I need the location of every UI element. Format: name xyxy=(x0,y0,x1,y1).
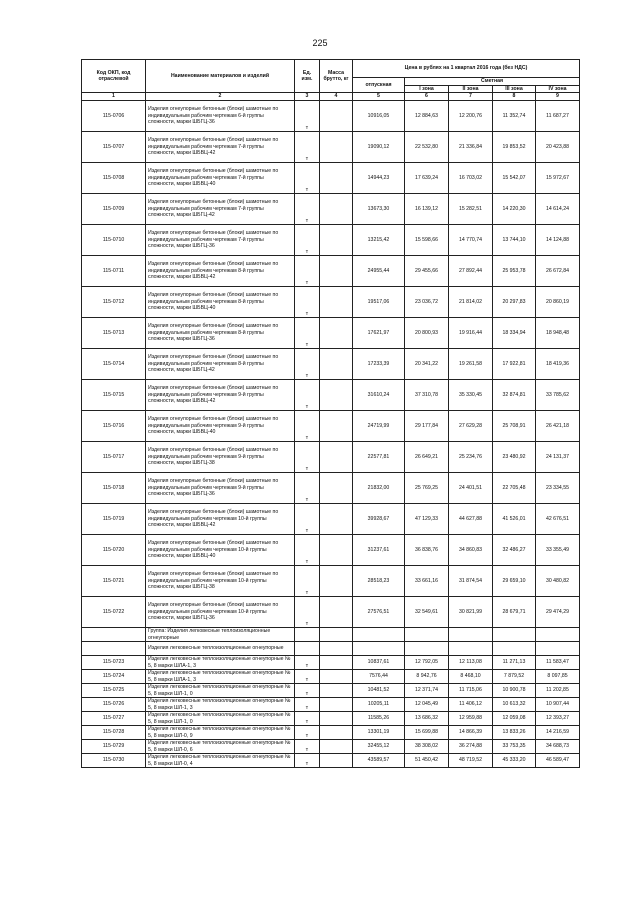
cell-code: 115-0711 xyxy=(82,256,146,287)
cell-release-price: 31237,61 xyxy=(353,535,405,566)
header-release-price: отпускная xyxy=(353,78,405,93)
cell-code: 115-0729 xyxy=(82,740,146,754)
cell-code: 115-0710 xyxy=(82,225,146,256)
cell-zone-4: 11 687,27 xyxy=(536,101,580,132)
cell-code: 115-0726 xyxy=(82,698,146,712)
cell-zone-1: 29 177,84 xyxy=(405,411,449,442)
cell-zone-2: 34 860,83 xyxy=(449,535,493,566)
cell-zone-1: 12 371,74 xyxy=(405,684,449,698)
cell-mass xyxy=(320,597,353,628)
cell-name: Изделия легковесные теплоизоляционные огнеупорные № 5, 8 марки ШЛ-0, 6 xyxy=(146,740,295,754)
table-row xyxy=(82,287,580,318)
empty-cell xyxy=(536,628,580,642)
cell-name: Изделия огнеупорные бетонные (блоки) шамотные по индивидуальным рабочим чертежам 6-й группы сложности, марки ШБГЦ-36 xyxy=(146,101,295,132)
cell-zone-2: 12 113,08 xyxy=(449,656,493,670)
cell-name: Изделия огнеупорные бетонные (блоки) шамотные по индивидуальным рабочим чертежам 7-й группы сложности, марки ШБВЦ-42 xyxy=(146,132,295,163)
cell-name: Изделия легковесные теплоизоляционные огнеупорные № 5, 8 марки ШЛ-0, 4 xyxy=(146,754,295,768)
cell-zone-3: 29 659,10 xyxy=(493,566,536,597)
table-row xyxy=(82,712,580,726)
header-zone-2: II зона xyxy=(449,85,493,93)
cell-code: 115-0728 xyxy=(82,726,146,740)
column-number: 8 xyxy=(493,93,536,101)
cell-unit: т xyxy=(295,754,320,768)
cell-name: Изделия легковесные теплоизоляционные огнеупорные № 5, 8 марки ШЛ-0, 9 xyxy=(146,726,295,740)
cell-zone-1: 38 308,02 xyxy=(405,740,449,754)
cell-mass xyxy=(320,684,353,698)
cell-name: Изделия огнеупорные бетонные (блоки) шамотные по индивидуальным рабочим чертежам 9-й группы сложности, марки ШБВЦ-42 xyxy=(146,380,295,411)
cell-mass xyxy=(320,287,353,318)
cell-mass xyxy=(320,656,353,670)
cell-zone-4: 29 474,29 xyxy=(536,597,580,628)
cell-unit: т xyxy=(295,225,320,256)
cell-zone-3: 11 271,13 xyxy=(493,656,536,670)
cell-name: Изделия огнеупорные бетонные (блоки) шамотные по индивидуальным рабочим чертежам 10-й группы сложности, марки ШБГЦ-36 xyxy=(146,597,295,628)
cell-code: 115-0714 xyxy=(82,349,146,380)
cell-release-price: 28518,23 xyxy=(353,566,405,597)
cell-release-price: 24719,99 xyxy=(353,411,405,442)
cell-zone-2: 14 770,74 xyxy=(449,225,493,256)
cell-mass xyxy=(320,225,353,256)
cell-zone-2: 14 866,39 xyxy=(449,726,493,740)
cell-zone-1: 26 649,21 xyxy=(405,442,449,473)
cell-zone-3: 10 613,32 xyxy=(493,698,536,712)
cell-zone-2: 12 200,76 xyxy=(449,101,493,132)
cell-code: 115-0724 xyxy=(82,670,146,684)
cell-release-price: 39928,67 xyxy=(353,504,405,535)
cell-name: Изделия легковесные теплоизоляционные огнеупорные № 5, 8 марки ШЛ-1, 0 xyxy=(146,684,295,698)
cell-zone-3: 32 874,81 xyxy=(493,380,536,411)
table-row xyxy=(82,380,580,411)
cell-zone-1: 25 769,25 xyxy=(405,473,449,504)
cell-unit: т xyxy=(295,256,320,287)
cell-code: 115-0720 xyxy=(82,535,146,566)
cell-mass xyxy=(320,256,353,287)
cell-mass xyxy=(320,535,353,566)
cell-zone-1: 23 036,72 xyxy=(405,287,449,318)
table-row xyxy=(82,566,580,597)
cell-release-price: 11585,26 xyxy=(353,712,405,726)
empty-cell xyxy=(320,628,353,642)
cell-mass xyxy=(320,726,353,740)
cell-zone-2: 19 916,44 xyxy=(449,318,493,349)
cell-name: Изделия огнеупорные бетонные (блоки) шамотные по индивидуальным рабочим чертежам 10-й группы сложности, марки ШБГЦ-38 xyxy=(146,566,295,597)
cell-zone-3: 10 900,78 xyxy=(493,684,536,698)
group-title: Группа: Изделия легковесные теплоизоляционные огнеупорные xyxy=(146,628,295,642)
cell-zone-4: 20 860,19 xyxy=(536,287,580,318)
cell-zone-4: 12 393,27 xyxy=(536,712,580,726)
cell-zone-2: 27 892,44 xyxy=(449,256,493,287)
page-number: 225 xyxy=(312,38,328,48)
table-row xyxy=(82,349,580,380)
cell-zone-1: 20 800,93 xyxy=(405,318,449,349)
cell-release-price: 7576,44 xyxy=(353,670,405,684)
header-price-group: Цена в рублях на 1 квартал 2016 года (без НДС) xyxy=(353,60,580,78)
table-row xyxy=(82,442,580,473)
table-row xyxy=(82,163,580,194)
table-row xyxy=(82,684,580,698)
cell-zone-3: 28 679,71 xyxy=(493,597,536,628)
cell-zone-1: 47 129,33 xyxy=(405,504,449,535)
group-title-row xyxy=(82,628,580,642)
table-row xyxy=(82,698,580,712)
empty-cell xyxy=(320,642,353,656)
cell-unit: т xyxy=(295,101,320,132)
cell-zone-3: 14 220,30 xyxy=(493,194,536,225)
cell-zone-1: 33 661,16 xyxy=(405,566,449,597)
cell-zone-1: 20 341,22 xyxy=(405,349,449,380)
cell-zone-2: 36 274,88 xyxy=(449,740,493,754)
cell-unit: т xyxy=(295,473,320,504)
cell-unit: т xyxy=(295,597,320,628)
header-mass: Масса брутто, кг xyxy=(320,60,353,93)
cell-mass xyxy=(320,740,353,754)
cell-zone-1: 12 792,05 xyxy=(405,656,449,670)
cell-zone-1: 15 598,66 xyxy=(405,225,449,256)
cell-zone-4: 18 419,36 xyxy=(536,349,580,380)
cell-zone-3: 33 753,35 xyxy=(493,740,536,754)
cell-code: 115-0718 xyxy=(82,473,146,504)
header-code: Код ОКП, код отраслевой xyxy=(82,60,146,93)
cell-unit: т xyxy=(295,504,320,535)
header-name: Наименование материалов и изделий xyxy=(146,60,295,93)
table-body xyxy=(82,101,580,768)
cell-code: 115-0706 xyxy=(82,101,146,132)
empty-cell xyxy=(82,628,146,642)
cell-zone-4: 46 589,47 xyxy=(536,754,580,768)
cell-mass xyxy=(320,411,353,442)
column-number: 6 xyxy=(405,93,449,101)
table-row xyxy=(82,535,580,566)
cell-zone-3: 17 922,81 xyxy=(493,349,536,380)
cell-zone-3: 7 879,52 xyxy=(493,670,536,684)
cell-mass xyxy=(320,349,353,380)
cell-release-price: 21832,00 xyxy=(353,473,405,504)
cell-zone-3: 18 334,94 xyxy=(493,318,536,349)
cell-unit: т xyxy=(295,535,320,566)
cell-zone-2: 8 468,10 xyxy=(449,670,493,684)
table-row xyxy=(82,225,580,256)
cell-release-price: 14944,23 xyxy=(353,163,405,194)
cell-zone-3: 19 853,52 xyxy=(493,132,536,163)
cell-code: 115-0709 xyxy=(82,194,146,225)
cell-unit: т xyxy=(295,726,320,740)
column-number: 4 xyxy=(320,93,353,101)
cell-mass xyxy=(320,473,353,504)
cell-zone-2: 11 715,06 xyxy=(449,684,493,698)
cell-code: 115-0717 xyxy=(82,442,146,473)
cell-zone-1: 12 884,63 xyxy=(405,101,449,132)
cell-unit: т xyxy=(295,670,320,684)
cell-zone-2: 11 406,12 xyxy=(449,698,493,712)
cell-zone-3: 13 833,26 xyxy=(493,726,536,740)
cell-zone-1: 16 139,12 xyxy=(405,194,449,225)
cell-code: 115-0716 xyxy=(82,411,146,442)
cell-zone-2: 31 874,54 xyxy=(449,566,493,597)
cell-zone-4: 20 423,88 xyxy=(536,132,580,163)
empty-cell xyxy=(353,628,405,642)
header-zone-3: III зона xyxy=(493,85,536,93)
table-row xyxy=(82,101,580,132)
cell-code: 115-0719 xyxy=(82,504,146,535)
cell-unit: т xyxy=(295,684,320,698)
cell-zone-4: 11 202,85 xyxy=(536,684,580,698)
cell-name: Изделия огнеупорные бетонные (блоки) шамотные по индивидуальным рабочим чертежам 8-й группы сложности, марки ШБВЦ-42 xyxy=(146,256,295,287)
cell-unit: т xyxy=(295,194,320,225)
cell-name: Изделия легковесные теплоизоляционные огнеупорные № 5, 8 марки ШЛ-1, 3 xyxy=(146,698,295,712)
cell-zone-4: 14 216,59 xyxy=(536,726,580,740)
cell-release-price: 10837,61 xyxy=(353,656,405,670)
cell-release-price: 43589,57 xyxy=(353,754,405,768)
cell-release-price: 24955,44 xyxy=(353,256,405,287)
cell-code: 115-0712 xyxy=(82,287,146,318)
empty-cell xyxy=(449,628,493,642)
cell-zone-3: 45 333,20 xyxy=(493,754,536,768)
cell-zone-1: 15 699,88 xyxy=(405,726,449,740)
empty-cell xyxy=(493,642,536,656)
cell-code: 115-0715 xyxy=(82,380,146,411)
table-row xyxy=(82,318,580,349)
cell-zone-4: 18 948,48 xyxy=(536,318,580,349)
cell-code: 115-0707 xyxy=(82,132,146,163)
cell-mass xyxy=(320,670,353,684)
cell-zone-3: 25 953,78 xyxy=(493,256,536,287)
cell-release-price: 13673,30 xyxy=(353,194,405,225)
cell-mass xyxy=(320,163,353,194)
cell-name: Изделия огнеупорные бетонные (блоки) шамотные по индивидуальным рабочим чертежам 7-й группы сложности, марки ШБВЦ-40 xyxy=(146,163,295,194)
empty-cell xyxy=(405,628,449,642)
cell-zone-4: 33 355,49 xyxy=(536,535,580,566)
cell-zone-3: 12 059,08 xyxy=(493,712,536,726)
cell-mass xyxy=(320,504,353,535)
column-number: 7 xyxy=(449,93,493,101)
table-row xyxy=(82,597,580,628)
cell-name: Изделия легковесные теплоизоляционные огнеупорные № 5, 8 марки ШЛА-1, 3 xyxy=(146,670,295,684)
cell-mass xyxy=(320,442,353,473)
cell-unit: т xyxy=(295,318,320,349)
cell-code: 115-0713 xyxy=(82,318,146,349)
table-row xyxy=(82,473,580,504)
table-row xyxy=(82,754,580,768)
cell-code: 115-0708 xyxy=(82,163,146,194)
cell-name: Изделия огнеупорные бетонные (блоки) шамотные по индивидуальным рабочим чертежам 7-й группы сложности, марки ШБГЦ-42 xyxy=(146,194,295,225)
cell-unit: т xyxy=(295,656,320,670)
table-row xyxy=(82,656,580,670)
cell-name: Изделия огнеупорные бетонные (блоки) шамотные по индивидуальным рабочим чертежам 8-й группы сложности, марки ШБВЦ-40 xyxy=(146,287,295,318)
cell-zone-1: 8 942,76 xyxy=(405,670,449,684)
cell-zone-3: 23 480,92 xyxy=(493,442,536,473)
column-number: 1 xyxy=(82,93,146,101)
cell-unit: т xyxy=(295,287,320,318)
table-row xyxy=(82,256,580,287)
cell-release-price: 32455,12 xyxy=(353,740,405,754)
cell-mass xyxy=(320,380,353,411)
cell-zone-4: 14 614,24 xyxy=(536,194,580,225)
empty-cell xyxy=(405,642,449,656)
cell-zone-4: 34 688,73 xyxy=(536,740,580,754)
cell-mass xyxy=(320,194,353,225)
cell-code: 115-0725 xyxy=(82,684,146,698)
cell-mass xyxy=(320,566,353,597)
cell-release-price: 10205,11 xyxy=(353,698,405,712)
cell-zone-1: 13 686,32 xyxy=(405,712,449,726)
table-row xyxy=(82,132,580,163)
cell-zone-1: 51 450,42 xyxy=(405,754,449,768)
cell-zone-3: 32 486,27 xyxy=(493,535,536,566)
cell-name: Изделия огнеупорные бетонные (блоки) шамотные по индивидуальным рабочим чертежам 9-й группы сложности, марки ШБГЦ-36 xyxy=(146,473,295,504)
cell-release-price: 19090,12 xyxy=(353,132,405,163)
cell-code: 115-0727 xyxy=(82,712,146,726)
cell-zone-3: 15 542,07 xyxy=(493,163,536,194)
cell-mass xyxy=(320,132,353,163)
column-number: 2 xyxy=(146,93,295,101)
cell-mass xyxy=(320,318,353,349)
cell-mass xyxy=(320,712,353,726)
column-number: 5 xyxy=(353,93,405,101)
cell-release-price: 22577,81 xyxy=(353,442,405,473)
header-zone-4: IV зона xyxy=(536,85,580,93)
price-table xyxy=(81,59,580,768)
cell-release-price: 17233,39 xyxy=(353,349,405,380)
cell-mass xyxy=(320,698,353,712)
table-row xyxy=(82,504,580,535)
empty-cell xyxy=(82,642,146,656)
cell-release-price: 13301,19 xyxy=(353,726,405,740)
cell-release-price: 10916,05 xyxy=(353,101,405,132)
cell-mass xyxy=(320,101,353,132)
cell-zone-1: 29 455,66 xyxy=(405,256,449,287)
cell-name: Изделия огнеупорные бетонные (блоки) шамотные по индивидуальным рабочим чертежам 7-й группы сложности, марки ШБГЦ-36 xyxy=(146,225,295,256)
cell-zone-4: 14 124,88 xyxy=(536,225,580,256)
cell-zone-4: 26 672,84 xyxy=(536,256,580,287)
cell-release-price: 10481,52 xyxy=(353,684,405,698)
cell-zone-3: 22 705,48 xyxy=(493,473,536,504)
cell-release-price: 19517,06 xyxy=(353,287,405,318)
cell-release-price: 13215,42 xyxy=(353,225,405,256)
cell-name: Изделия огнеупорные бетонные (блоки) шамотные по индивидуальным рабочим чертежам 10-й группы сложности, марки ШБВЦ-40 xyxy=(146,535,295,566)
cell-zone-4: 23 334,55 xyxy=(536,473,580,504)
cell-name: Изделия огнеупорные бетонные (блоки) шамотные по индивидуальным рабочим чертежам 9-й группы сложности, марки ШБВЦ-40 xyxy=(146,411,295,442)
cell-zone-3: 11 352,74 xyxy=(493,101,536,132)
cell-zone-3: 41 526,01 xyxy=(493,504,536,535)
cell-unit: т xyxy=(295,163,320,194)
table-row xyxy=(82,726,580,740)
cell-unit: т xyxy=(295,132,320,163)
cell-zone-4: 8 097,85 xyxy=(536,670,580,684)
empty-cell xyxy=(353,642,405,656)
cell-zone-4: 11 583,47 xyxy=(536,656,580,670)
column-number: 9 xyxy=(536,93,580,101)
cell-zone-3: 20 297,83 xyxy=(493,287,536,318)
cell-zone-1: 22 532,80 xyxy=(405,132,449,163)
cell-unit: т xyxy=(295,712,320,726)
table-row xyxy=(82,740,580,754)
empty-cell xyxy=(536,642,580,656)
cell-name: Изделия огнеупорные бетонные (блоки) шамотные по индивидуальным рабочим чертежам 10-й группы сложности, марки ШБВЦ-42 xyxy=(146,504,295,535)
cell-zone-2: 15 282,51 xyxy=(449,194,493,225)
cell-release-price: 27576,51 xyxy=(353,597,405,628)
cell-zone-2: 24 401,51 xyxy=(449,473,493,504)
cell-zone-4: 30 480,82 xyxy=(536,566,580,597)
cell-zone-2: 21 336,84 xyxy=(449,132,493,163)
cell-zone-2: 44 627,88 xyxy=(449,504,493,535)
column-number-row xyxy=(82,93,580,101)
subgroup-title-row xyxy=(82,642,580,656)
cell-unit: т xyxy=(295,566,320,597)
cell-release-price: 31610,24 xyxy=(353,380,405,411)
cell-zone-1: 37 310,78 xyxy=(405,380,449,411)
empty-cell xyxy=(449,642,493,656)
cell-zone-4: 15 972,67 xyxy=(536,163,580,194)
table-row xyxy=(82,194,580,225)
cell-zone-2: 30 821,99 xyxy=(449,597,493,628)
cell-zone-4: 33 785,62 xyxy=(536,380,580,411)
empty-cell xyxy=(493,628,536,642)
cell-zone-4: 26 421,18 xyxy=(536,411,580,442)
cell-unit: т xyxy=(295,740,320,754)
cell-zone-2: 35 330,45 xyxy=(449,380,493,411)
empty-cell xyxy=(295,628,320,642)
cell-release-price: 17621,97 xyxy=(353,318,405,349)
cell-zone-3: 25 708,91 xyxy=(493,411,536,442)
cell-mass xyxy=(320,754,353,768)
cell-name: Изделия огнеупорные бетонные (блоки) шамотные по индивидуальным рабочим чертежам 8-й группы сложности, марки ШБГЦ-36 xyxy=(146,318,295,349)
cell-name: Изделия легковесные теплоизоляционные огнеупорные № 5, 8 марки ШЛА-1, 3 xyxy=(146,656,295,670)
cell-name: Изделия огнеупорные бетонные (блоки) шамотные по индивидуальным рабочим чертежам 8-й группы сложности, марки ШБГЦ-42 xyxy=(146,349,295,380)
cell-zone-2: 12 959,88 xyxy=(449,712,493,726)
cell-zone-1: 32 549,61 xyxy=(405,597,449,628)
cell-code: 115-0723 xyxy=(82,656,146,670)
cell-zone-4: 24 131,37 xyxy=(536,442,580,473)
cell-zone-3: 13 744,10 xyxy=(493,225,536,256)
header-estimate-price: Сметная xyxy=(405,78,580,86)
cell-zone-2: 25 234,76 xyxy=(449,442,493,473)
cell-zone-2: 19 261,58 xyxy=(449,349,493,380)
header-unit: Ед. изм. xyxy=(295,60,320,93)
cell-code: 115-0730 xyxy=(82,754,146,768)
cell-code: 115-0722 xyxy=(82,597,146,628)
cell-name: Изделия огнеупорные бетонные (блоки) шамотные по индивидуальным рабочим чертежам 9-й группы сложности, марки ШБГЦ-38 xyxy=(146,442,295,473)
cell-unit: т xyxy=(295,698,320,712)
table-row xyxy=(82,411,580,442)
empty-cell xyxy=(295,642,320,656)
cell-unit: т xyxy=(295,349,320,380)
cell-zone-2: 48 719,52 xyxy=(449,754,493,768)
cell-zone-4: 10 907,44 xyxy=(536,698,580,712)
header-zone-1: I зона xyxy=(405,85,449,93)
cell-zone-1: 12 045,49 xyxy=(405,698,449,712)
cell-unit: т xyxy=(295,411,320,442)
cell-unit: т xyxy=(295,380,320,411)
cell-zone-2: 27 629,28 xyxy=(449,411,493,442)
cell-name: Изделия легковесные теплоизоляционные огнеупорные № 5, 8 марки ШЛ-1, 0 xyxy=(146,712,295,726)
cell-zone-2: 21 814,02 xyxy=(449,287,493,318)
cell-code: 115-0721 xyxy=(82,566,146,597)
cell-zone-2: 16 703,02 xyxy=(449,163,493,194)
column-number: 3 xyxy=(295,93,320,101)
subgroup-title: Изделия легковесные теплоизоляционные огнеупорные xyxy=(146,642,295,656)
cell-zone-1: 36 838,76 xyxy=(405,535,449,566)
cell-unit: т xyxy=(295,442,320,473)
table-row xyxy=(82,670,580,684)
cell-zone-4: 42 676,51 xyxy=(536,504,580,535)
cell-zone-1: 17 639,24 xyxy=(405,163,449,194)
